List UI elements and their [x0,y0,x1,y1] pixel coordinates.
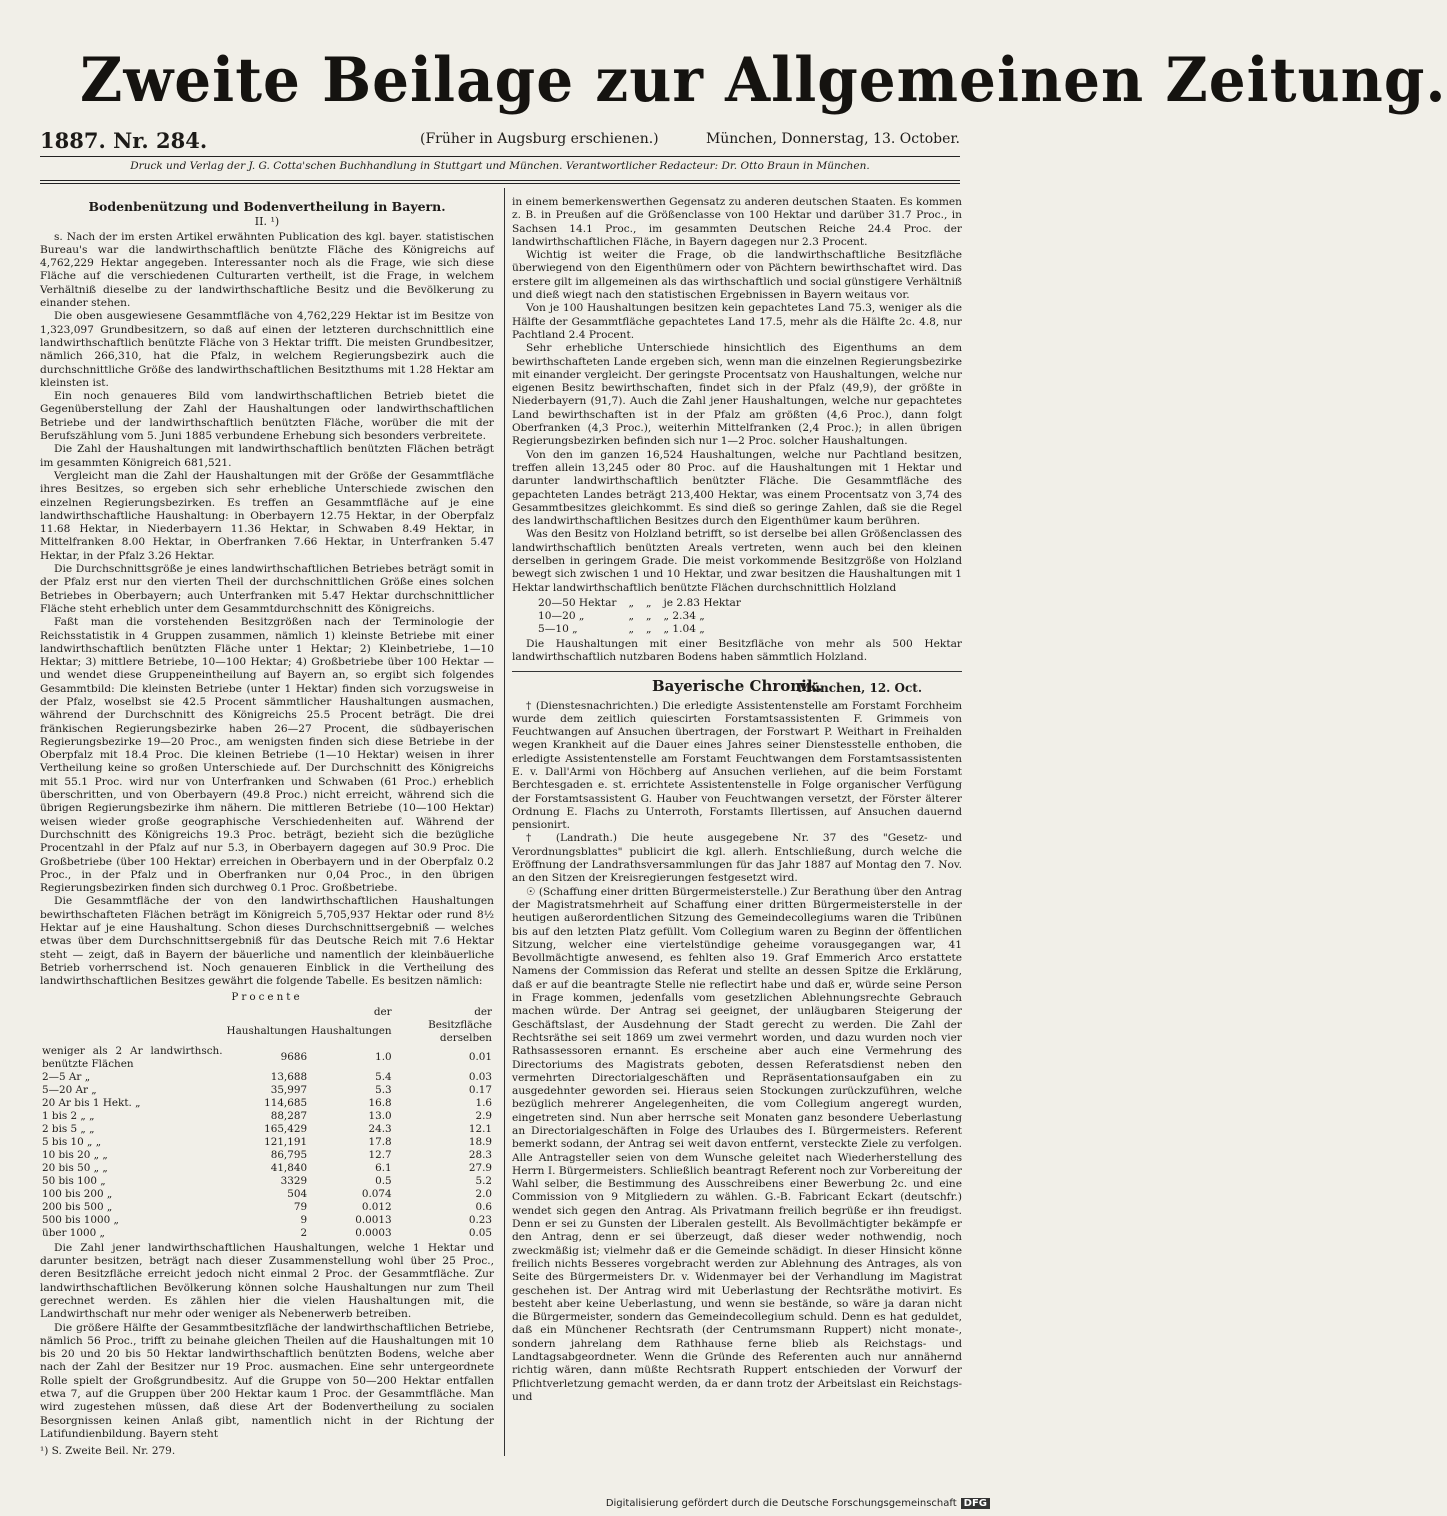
paragraph: Die oben ausgewiesene Gesammtfläche von 4,762,229 Hektar ist im Besitze von 1,323,097 Grundbesitzern, so daß auf einen der letzteren durchschnittlich eine landwirthschaftlich benützte Fläche von 3 Hektar trifft. Die meisten Grundbesitzer, nämlich 266,310, hat die Pfalz, in welchem Regierungsbezirk auch die durchschnittliche Größe des landwirthschaftlichen Besitzthums mit 1.28 Hektar am kleinsten ist. [40,310,494,389]
imprint-line: Druck und Verlag der J. G. Cotta'schen Buchhandlung in Stuttgart und München. Verantwortlicher Redacteur: Dr. Otto Braun in München. [130,160,870,172]
table-cell: 0.012 [361,1200,392,1213]
table-row [40,1175,494,1188]
table-cell: je 2.83 Hektar [663,596,741,609]
dfg-logo: DFG [961,1498,990,1509]
paragraph: Von den im ganzen 16,524 Haushaltungen, welche nur Pachtland besitzen, treffen allein 13,245 oder 80 Proc. auf die Haushaltungen mit 1 Hektar und darunter landwirthschaftlich benützter Fläche. Die Gesammtfläche des gepachteten Landes beträgt 213,400 Hektar, was einem Procentsatz von 3,74 des Gesammtbesitzes gleichkommt. Es sind dieß so geringe Zahlen, daß sie die Regel des landwirthschaftlichen Besitzes durch den Eigenthümer kaum berühren. [512,448,962,528]
table-cell: 100 bis 200 „ [42,1187,113,1200]
table-cell: 504 [287,1187,308,1200]
table-cell: „ [628,596,634,609]
table-row [40,1214,494,1227]
paragraph: Wichtig ist weiter die Frage, ob die landwirthschaftliche Besitzfläche überwiegend von den Eigenthümern oder von Pächtern bewirthschaftet wird. Das erstere gilt im allgemeinen als das wirthschaftlich und social günstigere Verhältniß und dieß wiegt nach den statistischen Ergebnissen in Bayern weitaus vor. [512,249,962,302]
table-row [40,1071,494,1084]
table-row [40,1084,494,1097]
paragraph: Die größere Hälfte der Gesammtbesitzfläche der landwirthschaftlichen Betriebe, nämlich 56 Proc., trifft zu beinahe gleichen Theilen auf die Haushaltungen mit 10 bis 20 und 20 bis 50 Hektar landwirthschaftlich benützten Bodens, welche aber nach der Zahl der Besitzer nur 19 Proc. ausmachen. Eine sehr untergeordnete Rolle spielt der Großgrundbesitz. Auf die Gruppe von 50—200 Hektar entfallen etwa 7, auf die Gruppen über 200 Hektar kaum 1 Proc. der Gesammtfläche. Man wird zugestehen müssen, daß diese Art der Bodenvertheilung zu socialen Besorgnissen keinen Anlaß gibt, namentlich nicht in der Richtung der Latifundienbildung. Bayern steht [40,1321,494,1440]
table-cell: „ 2.34 „ [663,609,705,622]
table-header: der [474,1005,492,1018]
paragraph: Die Durchschnittsgröße je eines landwirthschaftlichen Betriebes beträgt somit in der Pfalz erst nur den vierten Theil der durchschnittlichen Größe eines solchen Betriebes in Oberbayern; auch Unterfranken mit 5.47 Hektar durchschnittlicher Fläche steht erheblich unter dem Gesammtdurchschnitt des Königreichs. [40,563,494,615]
table-cell: 0.6 [475,1200,492,1213]
table-cell: 0.0003 [355,1226,392,1239]
table-cell: 0.17 [468,1083,492,1096]
table-cell: „ [646,596,652,609]
table-cell: 2.0 [475,1187,492,1200]
paragraph: Die Zahl der Haushaltungen mit landwirthschaftlich benützten Flächen beträgt im gesammten Königreich 681,521. [40,443,494,469]
table-row [40,1097,494,1110]
table-cell: 88,287 [270,1109,308,1122]
table-cell: 0.01 [468,1051,492,1064]
header-rule [40,156,960,157]
table-cell: 2—5 Ar „ [42,1070,91,1083]
table-cell: 13.0 [368,1109,392,1122]
table-cell: 16.8 [368,1096,392,1109]
digitization-footer [606,1498,990,1509]
table-header-row [40,1019,494,1045]
paragraph: s. Nach der im ersten Artikel erwähnten Publication des kgl. bayer. statistischen Bureau's war die landwirthschaftlich benützte Fläche des Königreichs auf 4,762,229 Hektar angegeben. Interessanter noch als die Frage, wie sich diese Fläche auf die verschiedenen Culturarten vertheilt, ist die Frage, in welchem Verhältniß dieselbe zu der landwirthschaftliche Besitz und die Bevölkerung zu einander stehen. [40,230,494,310]
table-row [40,1136,494,1149]
table-row [40,1149,494,1162]
table-row [40,1123,494,1136]
chronik-header [512,678,962,700]
table-cell: 121,191 [264,1135,308,1148]
paragraph: Vergleicht man die Zahl der Haushaltungen mit der Größe der Gesammtfläche ihres Besitzes, so ergeben sich sehr erhebliche Unterschiede zwischen den einzelnen Regierungsbezirken. Es treffen an Gesammtfläche auf je eine landwirthschaftliche Haushaltung: in Oberbayern 12.75 Hektar, in der Oberpfalz 11.68 Hektar, in Niederbayern 11.36 Hektar, in Schwaben 8.49 Hektar, in Mittelfranken 8.00 Hektar, in Oberfranken 7.66 Hektar, in Unterfranken 5.47 Hektar, in der Pfalz 3.26 Hektar. [40,469,494,562]
table-cell: 0.074 [361,1187,392,1200]
table-row [532,623,747,636]
table-header: der [373,1005,392,1018]
table-cell: 2.9 [475,1109,492,1122]
table-cell: 12.1 [468,1122,492,1135]
table-cell: 17.8 [368,1135,392,1148]
table-cell: 0.5 [375,1174,392,1187]
table-cell: 50 bis 100 „ [42,1174,106,1187]
paragraph: † (Landrath.) Die heute ausgegebene Nr. 37 des "Gesetz- und Verordnungsblattes" publicirt die kgl. allerh. Entschließung, durch welche die Eröffnung der Landrathsversammlungen für das Jahr 1887 auf Montag den 7. Nov. an den Sitzen der Kreisregierungen festgesetzt wird. [512,832,962,885]
issue-line [40,128,960,156]
table-cell: 13,688 [270,1070,308,1083]
column-left [40,196,494,1459]
paragraph: Die Gesammtfläche der von den landwirthschaftlichen Haushaltungen bewirthschafteten Flächen beträgt im Königreich 5,705,937 Hektar oder rund 8½ Hektar auf je eine Haushaltung. Schon dieses Durchschnittsergebniß — welches etwas über dem Durchschnittsergebniß für das Deutsche Reich mit 7.6 Hektar steht — zeigt, daß in Bayern der bäuerliche und namentlich der kleinbäuerliche Betrieb vorherrschend ist. Noch genaueren Einblick in die Vertheilung des landwirthschaftlichen Besitzes gewährt die folgende Tabelle. Es besitzen nämlich: [40,895,494,988]
table-cell: „ [646,622,652,635]
issue-number: 1887. Nr. 284. [40,128,208,153]
table-cell: „ [628,609,634,622]
table-cell: 200 bis 500 „ [42,1200,113,1213]
table-cell: 1.6 [475,1096,492,1109]
table-cell: über 1000 „ [42,1226,105,1239]
table-header-row [40,1006,494,1019]
table-row [40,1045,494,1071]
table-header: Besitzfläche derselben [428,1018,492,1044]
land-table [40,1006,494,1240]
footnote: ¹) S. Zweite Beil. Nr. 279. [40,1445,176,1458]
table-cell: weniger als 2 Ar landwirthsch. benützte Flächen [42,1044,223,1070]
table-row [40,1110,494,1123]
table-cell: 0.23 [468,1213,492,1226]
table-cell: 3329 [280,1174,308,1187]
table-cell: 500 bis 1000 „ [42,1213,119,1226]
paragraph: Von je 100 Haushaltungen besitzen kein gepachtetes Land 75.3, weniger als die Hälfte der Gesammtfläche gepachtetes Land 17.5, mehr als die Hälfte 2c. 4.8, nur Pachtland 2.4 Procent. [512,302,962,341]
imprint-rule [40,180,960,181]
table-cell: 20 bis 50 „ „ [42,1161,108,1174]
column-right [512,196,962,1404]
table-cell: 5.3 [375,1083,392,1096]
footer-text: Digitalisierung gefördert durch die Deutsche Forschungsgemeinschaft [605,1498,957,1509]
table-cell: „ [628,622,634,635]
paragraph: in einem bemerkenswerthen Gegensatz zu anderen deutschen Staaten. Es kommen z. B. in Preußen auf die Größenclasse von 100 Hektar und darüber 31.7 Proc., in Sachsen 14.1 Proc., im gesammten Deutschen Reiche 24.4 Proc. der landwirthschaftlichen Fläche, in Bayern dagegen nur 2.3 Procent. [512,196,962,248]
masthead-title: Zweite Beilage zur Allgemeinen Zeitung. [80,44,1447,116]
table-cell: 0.0013 [355,1213,392,1226]
table-cell: 10—20 „ [538,609,585,622]
table-cell: 5—10 „ [538,622,578,635]
chronik-dateline: München, 12. Oct. [797,680,922,695]
table-cell: 165,429 [264,1122,308,1135]
paragraph: Sehr erhebliche Unterschiede hinsichtlich des Eigenthums an dem bewirthschafteten Lande ergeben sich, wenn man die einzelnen Regierungsbezirke mit einander vergleicht. Der geringste Procentsatz von Haushaltungen, welche nur eigenen Besitz bewirthschaften, findet sich in der Pfalz (49,9), der größte in Niederbayern (91,7). Auch die Zahl jener Haushaltungen, welche nur gepachtetes Land bewirthschaften ist in der Pfalz am größten (4,6 Proc.), dann folgt Oberfranken (4,3 Proc.), weiterhin Mittelfranken (2,4 Proc.); in allen übrigen Regierungsbezirken befinden sich nur 1—2 Proc. solcher Haushaltungen. [512,342,962,448]
article-title: Bodenbenützung und Bodenvertheilung in Bayern. [88,199,446,214]
table-cell: 114,685 [264,1096,308,1109]
paragraph: Die Zahl jener landwirthschaftlichen Haushaltungen, welche 1 Hektar und darunter besitzen, beträgt nach dieser Zusammenstellung wohl über 25 Proc., deren Besitzfläche erreicht jedoch nicht einmal 2 Proc. der Gesammtfläche. Zur landwirthschaftlichen Bevölkerung können solche Haushaltungen nur zum Theil gerechnet werden. Es zählen hier die vielen Haushaltungen mit, die Landwirthschaft nur mehr oder weniger als Nebenerwerb betreiben. [40,1241,494,1321]
table-cell: 24.3 [368,1122,392,1135]
table-cell: 9686 [280,1051,308,1064]
table-cell: 0.03 [468,1070,492,1083]
table-row [40,1188,494,1201]
table-cell: 18.9 [468,1135,492,1148]
table-header: Haushaltungen [311,1025,392,1038]
table-cell: 27.9 [468,1161,492,1174]
table-cell: 5.4 [375,1070,392,1083]
table-cell: 5—20 Ar „ [42,1083,97,1096]
table-cell: 0.05 [468,1226,492,1239]
paragraph: Die Haushaltungen mit einer Besitzfläche von mehr als 500 Hektar landwirthschaftlich nutzbaren Bodens haben sämmtlich Holzland. [512,637,962,664]
paragraph: Ein noch genaueres Bild vom landwirthschaftlichen Betrieb bietet die Gegenüberstellung der Zahl der Haushaltungen oder landwirthschaftlichen Betriebe und der landwirthschaftlich benützten Fläche, worüber die mit der Berufszählung vom 5. Juni 1885 verbundene Erhebung sich besonders verbreitete. [40,390,494,443]
table-cell: 28.3 [468,1148,492,1161]
table-cell: 1 bis 2 „ „ [42,1109,95,1122]
table-cell: 5 bis 10 „ „ [42,1135,102,1148]
issue-date: München, Donnerstag, 13. October. [705,131,960,147]
table-cell: 20 Ar bis 1 Hekt. „ [42,1096,141,1109]
table-cell: 1.0 [375,1051,392,1064]
imprint-rule-2 [40,183,960,184]
paragraph: † (Dienstesnachrichten.) Die erledigte Assistentenstelle am Forstamt Forchheim wurde dem zeitlich quiescirten Forstamtsassistenten F. Grimmeis von Feuchtwangen auf Ansuchen übertragen, der Forstwart P. Weithart in Freihalden wegen Krankheit auf die Dauer eines Jahres seiner Dienstesstelle enthoben, die erledigte Assistentenstelle am Forstamt Feuchtwangen dem Forstamtsassistenten E. v. Dall'Armi von Höchberg auf Ansuchen verliehen, auf die beim Forstamt Berchtesgaden e. st. errichtete Assistentenstelle in Folge organischer Verfügung der Forstamtsassistent G. Hauber von Feuchtwangen versetzt, der Förster älterer Ordnung E. Flachs zu Unterroth, Forstamts Illertissen, auf Ansuchen dauernd pensionirt. [512,699,962,832]
paragraph: Faßt man die vorstehenden Besitzgrößen nach der Terminologie der Reichsstatistik in 4 Gruppen zusammen, nämlich 1) kleinste Betriebe mit einer landwirthschaftlich benützten Fläche unter 1 Hektar; 2) Kleinbetriebe, 1—10 Hektar; 3) mittlere Betriebe, 10—100 Hektar; 4) Großbetriebe über 100 Hektar — und wendet diese Gruppeneintheilung auf Bayern an, so ergibt sich folgendes Gesammtbild: Die kleinsten Betriebe (unter 1 Hektar) finden sich vorzugsweise in der Pfalz, woselbst sie 42.5 Procent sämmtlicher Haushaltungen ausmachen, während der Durchschnitt des Königreichs 25.5 Procent beträgt. Die drei fränkischen Regierungsbezirke haben 26—27 Procent, die südbayerischen Regierungsbezirke 19—20 Proc., am wenigsten finden sich diese Betriebe in der Oberpfalz mit 18.4 Proc. Die kleinen Betriebe (1—10 Hektar) weisen in ihrer Vertheilung keine so großen Unterschiede auf. Der Durchschnitt des Königreichs mit 55.1 Proc. wird nur von Unterfranken und Schwaben (61 Proc.) erheblich überschritten, und von Oberbayern (49.8 Proc.) nicht erreicht, während sich die übrigen Regierungsbezirke ihm nähern. Die mittleren Betriebe (10—100 Hektar) weisen wieder große geographische Verschiedenheiten auf. Während der Durchschnitt des Königreichs 19.3 Proc. beträgt, bezieht sich die bezügliche Procentzahl in der Pfalz auf nur 5.3, in Oberbayern dagegen auf 30.9 Proc. Die Großbetriebe (über 100 Hektar) erreichen in Oberbayern und in der Oberpfalz 0.2 Proc., in der Pfalz und in Oberfranken nur 0,04 Proc., in den übrigen Regierungsbezirken finden sich durchweg 0.1 Proc. Großbetriebe. [40,616,494,895]
table-cell: 35,997 [270,1083,308,1096]
table-cell: 2 bis 5 „ „ [42,1122,95,1135]
issue-note: (Früher in Augsburg erschienen.) [420,131,659,147]
table-row [532,597,747,610]
column-divider [504,188,505,1456]
paragraph: ☉ (Schaffung einer dritten Bürgermeisterstelle.) Zur Berathung über den Antrag der Magistratsmehrheit auf Schaffung einer dritten Bürgermeisterstelle in der heutigen außerordentlichen Sitzung des Gemeindecollegiums waren die Tribünen bis auf den letzten Platz gefüllt. Vom Collegium waren zu Beginn der öffentlichen Sitzung, welcher eine viertelstündige geheime vorausgegangen war, 41 Bevollmächtigte anwesend, es fehlten also 19. Graf Emmerich Arco erstattete Namens der Commission das Referat und stellte an dessen Spitze die Erklärung, daß er auf die beantragte Stelle nie reflectirt habe und daß er, würde seine Person in Frage kommen, jedenfalls vom gesetzlichen Ablehnungsrechte Gebrauch machen würde. Der Antrag sei geeignet, der unläugbaren Steigerung der Geschäftslast, der Ausdehnung der Stadt gerecht zu werden. Die Zahl der Rechtsräthe sei seit 1869 um zwei vermehrt worden, und dazu wurden noch vier Rathsassessoren ernannt. Es erscheine aber auch eine Vermehrung des Directoriums des Magistrats geboten, dessen Referatsdienst neben den vermehrten Directorialgeschäften und Repräsentationsaufgaben ein zu ausgedehnter geworden sei. Hieraus seien Stockungen zurückzuführen, welche bezüglich mehrerer Angelegenheiten, die vom Collegium angeregt wurden, eingetreten sind. Nun aber herrsche seit Monaten ganz besondere Ueberlastung an Directorialgeschäften in Folge des Urlaubes des I. Bürgermeisters. Referent bemerkt sodann, der Antrag sei weit davon entfernt, versteckte Ziele zu verfolgen. Alle Antragsteller seien von dem Wunsche geleitet nach Wiederherstellung des Herrn I. Bürgermeisters. Schließlich beantragt Referent noch zur Vorbereitung der Wahl selber, die Bestimmung des Ausschreibens einer Bewerbung 2c. und eine Commission von 9 Mitgliedern zu wählen. G.-B. Fabricant Eckart (deutschfr.) wendet sich gegen den Antrag. Als Privatmann freilich begrüße er ihn freudigst. Denn er sei zu Gunsten der Liberalen gestellt. Als Bevollmächtigter bekämpfe er den Antrag, denn er sei überzeugt, daß dieser weder nothwendig, noch zweckmäßig ist; vielmehr daß er die Gemeinde schädigt. In dieser Hinsicht könne freilich nichts Besseres vorgebracht werden zur Ablehnung des Antrages, als von Seite des Bürgermeisters Dr. v. Widenmayer bei der Verhandlung im Magistrat geschehen ist. Der Antrag wird mit Ueberlastung der Rechtsräthe motivirt. Es besteht aber keine Ueberlastung, und wenn sie bestände, so wäre ja daran nicht die Bürgermeister, sondern das Gemeindecollegium schuld. Denn es hat geduldet, daß ein Münchener Rechtsrath (der Centrumsmann Ruppert) nicht monate-, sondern jahrelang dem Rathhause ferne blieb als Reichstags- und Landtagsabgeordneter. Wenn die Gründe des Referenten auch nur annähernd richtig wären, dann müßte Rechtsrath Ruppert entschieden der Vorwurf der Pflichtverletzung gemacht werden, da er dann trotz der Arbeitslast ein Reichstags- und [512,885,962,1403]
table-header: Haushaltungen [226,1025,308,1038]
table-cell: 2 [300,1226,308,1239]
table-cell: 6.1 [375,1161,392,1174]
table-row [40,1227,494,1240]
table-cell: 9 [300,1213,308,1226]
holzland-table [532,597,747,636]
table-row [40,1162,494,1175]
table-cell: 41,840 [270,1161,308,1174]
chronik-title: Bayerische Chronik. [652,676,823,695]
table-cell: 20—50 Hektar [538,596,617,609]
table-cell: „ 1.04 „ [663,622,705,635]
table-caption: Procente [231,990,303,1003]
section-rule [512,671,962,672]
table-cell: 12.7 [368,1148,392,1161]
table-row [532,610,747,623]
article-part: II. ¹) [254,215,280,229]
table-cell: 79 [293,1200,308,1213]
table-cell: „ [646,609,652,622]
table-cell: 86,795 [270,1148,308,1161]
table-cell: 10 bis 20 „ „ [42,1148,108,1161]
paragraph: Was den Besitz von Holzland betrifft, so ist derselbe bei allen Größenclassen des landwirthschaftlich benützten Areals vertreten, wenn auch bei den kleinen derselben in geringem Grade. Die meist vorkommende Besitzgröße von Holzland bewegt sich zwischen 1 und 10 Hektar, und zwar besitzen die Haushaltungen mit 1 Hektar landwirthschaftlich benützte Flächen durchschnittlich Holzland [512,528,962,594]
table-cell: 5.2 [475,1174,492,1187]
table-row [40,1201,494,1214]
